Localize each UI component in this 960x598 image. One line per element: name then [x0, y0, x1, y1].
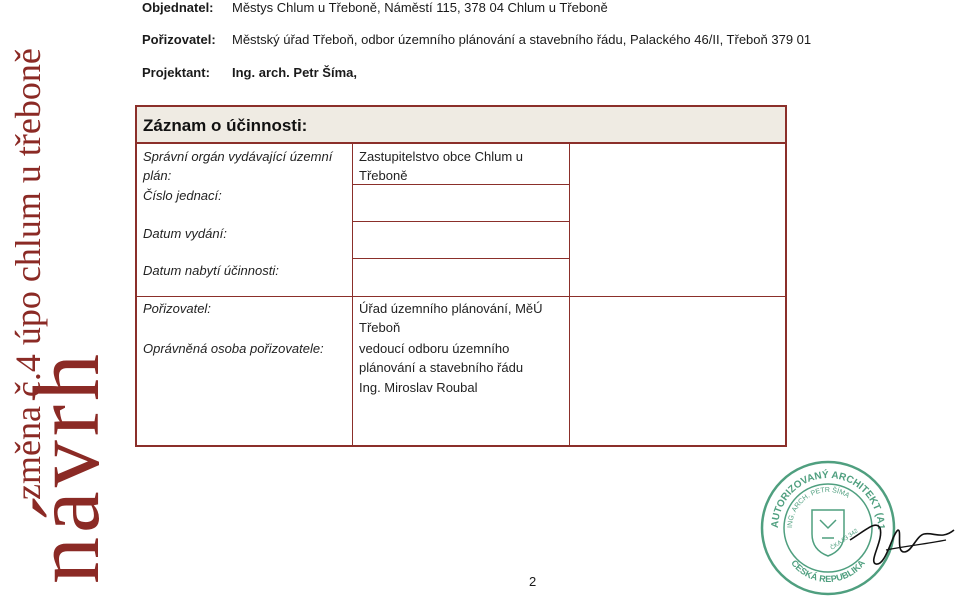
record-title-row	[137, 107, 785, 144]
organ-label-2: plán:	[143, 168, 172, 183]
signature	[846, 500, 958, 580]
porizovatel-label: Pořizovatel:	[142, 32, 216, 47]
sidebar-big-text: návrh	[15, 349, 119, 584]
porizovatel-value-2: Třeboň	[359, 320, 401, 335]
projektant-label: Projektant:	[142, 65, 210, 80]
cislo-label: Číslo jednací:	[143, 188, 222, 203]
organ-value-2: Třeboně	[359, 168, 408, 183]
organ-label-1: Správní orgán vydávající územní	[143, 149, 333, 164]
organ-value-1: Zastupitelstvo obce Chlum u	[359, 149, 524, 164]
porizovatel-label: Pořizovatel:	[143, 301, 211, 316]
osoba-label: Oprávněná osoba pořizovatele:	[143, 341, 324, 356]
sidebar-small-text: změna č.4 úpo chlum u třeboně	[8, 48, 48, 500]
osoba-value-2: plánování a stavebního řádu	[359, 360, 524, 375]
osoba-value-1: vedoucí odboru územního	[359, 341, 510, 356]
objednatel-label: Objednatel:	[142, 0, 214, 15]
stamp-number: ČKA 03 342	[829, 528, 860, 552]
page-number: 2	[529, 574, 537, 589]
record-title: Záznam o účinnosti:	[143, 116, 308, 135]
row-divider	[137, 296, 785, 297]
row-divider	[352, 221, 569, 222]
projektant-value: Ing. arch. Petr Šíma,	[232, 65, 357, 80]
sidebar-title	[0, 0, 130, 598]
row-divider	[352, 258, 569, 259]
datum-vydani-label: Datum vydání:	[143, 226, 227, 241]
coat-of-arms-icon	[812, 510, 844, 556]
record-table	[135, 105, 787, 447]
osoba-value-3: Ing. Miroslav Roubal	[359, 380, 478, 395]
objednatel-value: Městys Chlum u Třeboně, Náměstí 115, 378 04 Chlum u Třeboně	[232, 0, 608, 15]
stamp-bottom-text: ČESKÁ REPUBLIKA	[789, 557, 867, 585]
stamp-inner-text: ING. ARCH. PETR ŠÍMA	[786, 486, 851, 529]
porizovatel-value: Městský úřad Třeboň, odbor územního plánování a stavebního řádu, Palackého 46/II, Třeboň 379 01	[232, 32, 812, 47]
datum-ucinnosti-label: Datum nabytí účinnosti:	[143, 263, 279, 278]
stamp-outer-text: AUTORIZOVANÝ ARCHITEKT (A1	[769, 469, 887, 530]
porizovatel-value-1: Úřad územního plánování, MěÚ	[359, 301, 543, 316]
